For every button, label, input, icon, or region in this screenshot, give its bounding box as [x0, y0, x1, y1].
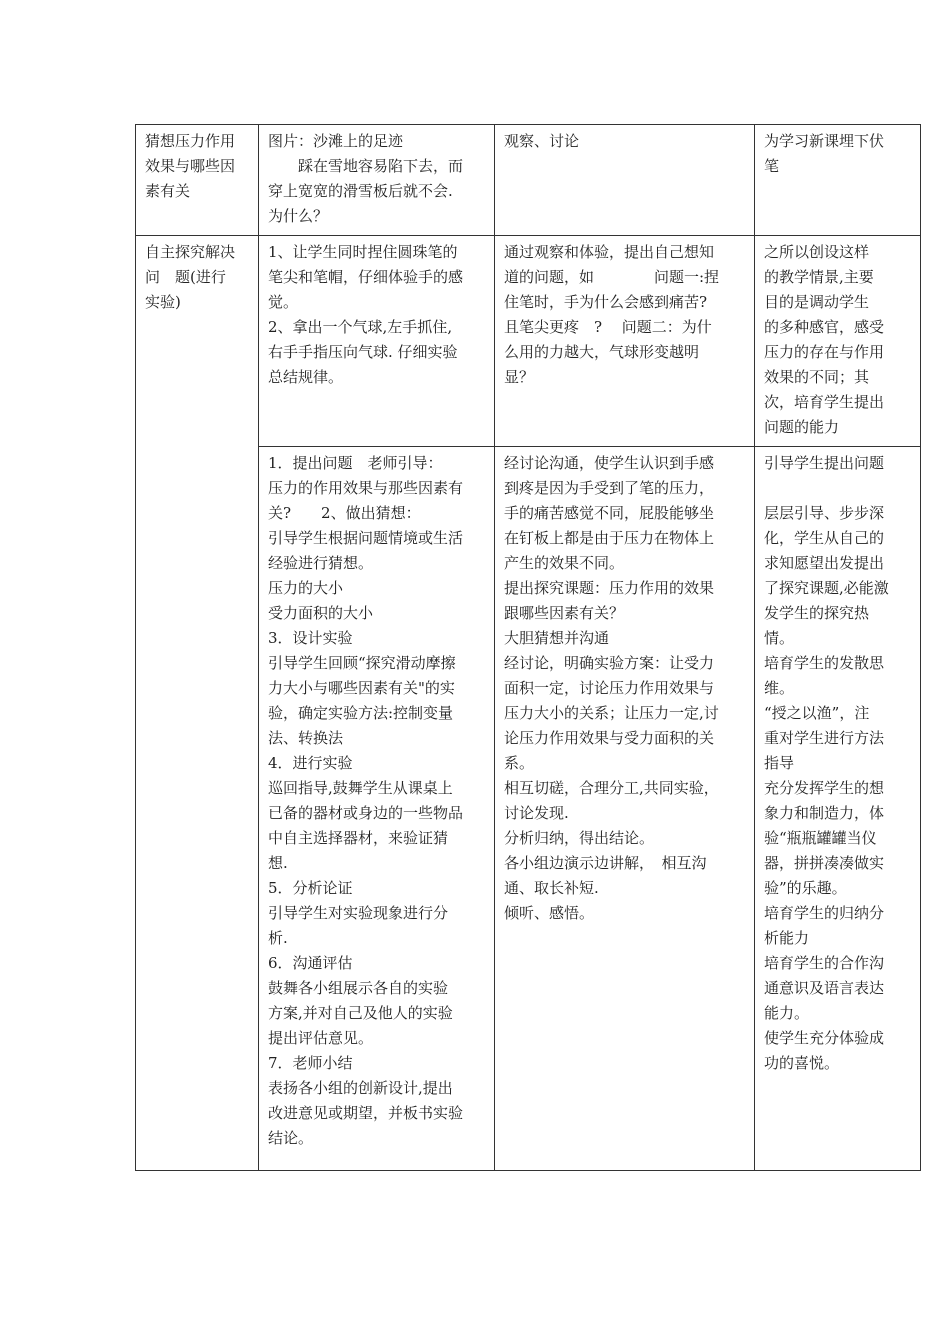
cell-text-line: 力大小与哪些因素有关"的实 — [268, 679, 455, 697]
cell-text-line: 6．沟通评估 — [268, 954, 353, 972]
cell-text-line: 验”的乐趣。 — [764, 879, 847, 897]
cell-text-line: 结论。 — [268, 1129, 314, 1147]
cell-text-line: 析能力 — [764, 929, 810, 947]
cell-text-line: “授之以渔”，注 — [764, 704, 870, 722]
cell-text-line: 倾听、感悟。 — [504, 904, 595, 922]
cell-text-line: 改进意见或期望，并板书实验 — [268, 1104, 464, 1122]
cell-text-line: 问题的能力 — [764, 418, 840, 436]
table-row — [136, 236, 921, 447]
cell-text-line: 验“瓶瓶罐罐当仪 — [764, 829, 877, 847]
cell-text-line: 图片：沙滩上的足迹 — [268, 132, 404, 150]
cell-text-line: 么用的力越大，气球形变越明 — [504, 343, 700, 361]
student-activity-cell — [495, 236, 755, 447]
cell-text-line: 求知愿望出发提出 — [764, 554, 885, 572]
cell-text-line: 笔尖和笔帽，仔细体验手的感 — [268, 268, 464, 286]
cell-text-line: 效果的不同；其 — [764, 368, 870, 386]
cell-text-line: 观察、讨论 — [504, 132, 580, 150]
cell-text-line: 且笔尖更疼 ? 问题二：为什 — [504, 318, 712, 336]
cell-text-line: 能力。 — [764, 1004, 810, 1022]
cell-text-line: 目的是调动学生 — [764, 293, 870, 311]
cell-text-line: 为学习新课埋下伏 — [764, 132, 885, 150]
teacher-activity-cell — [259, 236, 495, 447]
cell-text-line: 方案,并对自己及他人的实验 — [268, 1004, 453, 1022]
cell-text-line: 实验) — [145, 293, 181, 311]
cell-text-line: 问 题(进行 — [145, 268, 226, 286]
design-intent-cell — [755, 447, 921, 1171]
cell-text-line: 经讨论沟通，使学生认识到手感 — [504, 454, 715, 472]
cell-text-line: 引导学生对实验现象进行分 — [268, 904, 449, 922]
cell-text-line: 了探究课题,必能激 — [764, 579, 889, 597]
cell-text-line: 重对学生进行方法 — [764, 729, 885, 747]
cell-text-line: 的多种感官，感受 — [764, 318, 885, 336]
cell-text-line: 培育学生的合作沟 — [764, 954, 885, 972]
teacher-activity-cell — [259, 125, 495, 236]
cell-text-line: 右手手指压向气球. 仔细实验 — [268, 343, 458, 361]
design-intent-cell — [755, 125, 921, 236]
cell-text-line: 经讨论，明确实验方案：让受力 — [504, 654, 715, 672]
cell-text-line: 验，确定实验方法:控制变量 — [268, 704, 454, 722]
cell-text-line: 象力和制造力，体 — [764, 804, 885, 822]
cell-text-line: 引导学生回顾“探究滑动摩擦 — [268, 654, 456, 672]
cell-text-line: 分析归纳，得出结论。 — [504, 829, 655, 847]
cell-text-line: 经验进行猜想。 — [268, 554, 374, 572]
cell-text-line: 提出探究课题：压力作用的效果 — [504, 579, 715, 597]
cell-text-line: 引导学生根据问题情境或生活 — [268, 529, 464, 547]
cell-text-line: 受力面积的大小 — [268, 604, 374, 622]
cell-text-line: 论压力作用效果与受力面积的关 — [504, 729, 715, 747]
cell-text-line: 系。 — [504, 754, 535, 772]
cell-text-line: 指导 — [764, 754, 795, 772]
cell-text-line: 总结规律。 — [268, 368, 344, 386]
cell-text-line: 为什么？ — [268, 207, 329, 225]
cell-text-line: 通、取长补短. — [504, 879, 599, 897]
teacher-activity-cell — [259, 447, 495, 1171]
cell-text-line: 5．分析论证 — [268, 879, 353, 897]
cell-text-line: 培育学生的归纳分 — [764, 904, 885, 922]
cell-text-line: 使学生充分体验成 — [764, 1029, 885, 1047]
cell-text-line: 通意识及语言表达 — [764, 979, 885, 997]
cell-text-line: 表扬各小组的创新设计,提出 — [268, 1079, 453, 1097]
cell-text-line: 2、拿出一个气球,左手抓住, — [268, 318, 453, 336]
cell-text-line: 猜想压力作用 — [145, 132, 236, 150]
cell-text-line: 相互切磋，合理分工,共同实验， — [504, 779, 719, 797]
cell-text-line: 鼓舞各小组展示各自的实验 — [268, 979, 449, 997]
cell-text-line: 情。 — [764, 629, 795, 647]
cell-text-line: 的教学情景,主要 — [764, 268, 874, 286]
cell-text-line: 关? 2、做出猜想： — [268, 504, 421, 522]
stage-cell — [136, 125, 259, 236]
cell-text-line: 充分发挥学生的想 — [764, 779, 885, 797]
cell-text-line — [764, 476, 912, 501]
cell-text-line: 踩在雪地容易陷下去，而 — [268, 157, 464, 175]
lesson-plan-table — [135, 124, 921, 1171]
cell-text-line: 中自主选择器材，来验证猜 — [268, 829, 449, 847]
cell-text-line: 压力的作用效果与那些因素有 — [268, 479, 464, 497]
cell-text-line: 住笔时，手为什么会感到痛苦? — [504, 293, 708, 311]
cell-text-line: 之所以创设这样 — [764, 243, 870, 261]
table-row — [136, 125, 921, 236]
student-activity-cell — [495, 125, 755, 236]
cell-text-line: 器，拼拼凑凑做实 — [764, 854, 885, 872]
cell-text-line: 自主探究解决 — [145, 243, 236, 261]
student-activity-cell — [495, 447, 755, 1171]
cell-text-line: 大胆猜想并沟通 — [504, 629, 610, 647]
cell-text-line: 笔 — [764, 157, 780, 175]
cell-text-line: 手的痛苦感觉不同，屁股能够坐 — [504, 504, 715, 522]
cell-text-line: 析. — [268, 929, 288, 947]
cell-text-line: 产生的效果不同。 — [504, 554, 625, 572]
cell-text-line: 已备的器材或身边的一些物品 — [268, 804, 464, 822]
cell-text-line: 通过观察和体验，提出自己想知 — [504, 243, 715, 261]
cell-text-line: 4．进行实验 — [268, 754, 353, 772]
cell-text-line: 想. — [268, 854, 288, 872]
cell-text-line: 压力的大小 — [268, 579, 344, 597]
cell-text-line: 显？ — [504, 368, 535, 386]
cell-text-line: 穿上宽宽的滑雪板后就不会. — [268, 182, 453, 200]
cell-text-line: 效果与哪些因 — [145, 157, 236, 175]
cell-text-line: 次，培育学生提出 — [764, 393, 885, 411]
cell-text-line: 3．设计实验 — [268, 629, 353, 647]
cell-text-line: 讨论发现. — [504, 804, 569, 822]
cell-text-line: 跟哪些因素有关？ — [504, 604, 625, 622]
design-intent-cell — [755, 236, 921, 447]
cell-text-line: 化，学生从自己的 — [764, 529, 885, 547]
cell-text-line: 培育学生的发散思 — [764, 654, 885, 672]
stage-cell — [136, 236, 259, 1171]
cell-text-line: 道的问题，如 问题一:捏 — [504, 268, 720, 286]
cell-text-line: 各小组边演示边讲解， 相互沟 — [504, 854, 707, 872]
cell-text-line: 发学生的探究热 — [764, 604, 870, 622]
cell-text-line: 到疼是因为手受到了笔的压力， — [504, 479, 715, 497]
cell-text-line: 压力的存在与作用 — [764, 343, 885, 361]
cell-text-line: 觉。 — [268, 293, 299, 311]
cell-text-line: 1．提出问题 老师引导： — [268, 454, 443, 472]
cell-text-line: 压力大小的关系；让压力一定,讨 — [504, 704, 719, 722]
cell-text-line: 在钉板上都是由于压力在物体上 — [504, 529, 715, 547]
cell-text-line: 引导学生提出问题 — [764, 454, 885, 472]
cell-text-line: 7．老师小结 — [268, 1054, 353, 1072]
cell-text-line: 1、让学生同时捏住圆珠笔的 — [268, 243, 458, 261]
cell-text-line: 法、转换法 — [268, 729, 344, 747]
cell-text-line: 提出评估意见。 — [268, 1029, 374, 1047]
cell-text-line: 素有关 — [145, 182, 191, 200]
cell-text-line: 巡回指导,鼓舞学生从课桌上 — [268, 779, 453, 797]
cell-text-line: 层层引导、步步深 — [764, 504, 885, 522]
cell-text-line: 维。 — [764, 679, 795, 697]
cell-text-line: 面积一定，讨论压力作用效果与 — [504, 679, 715, 697]
cell-text-line: 功的喜悦。 — [764, 1054, 840, 1072]
